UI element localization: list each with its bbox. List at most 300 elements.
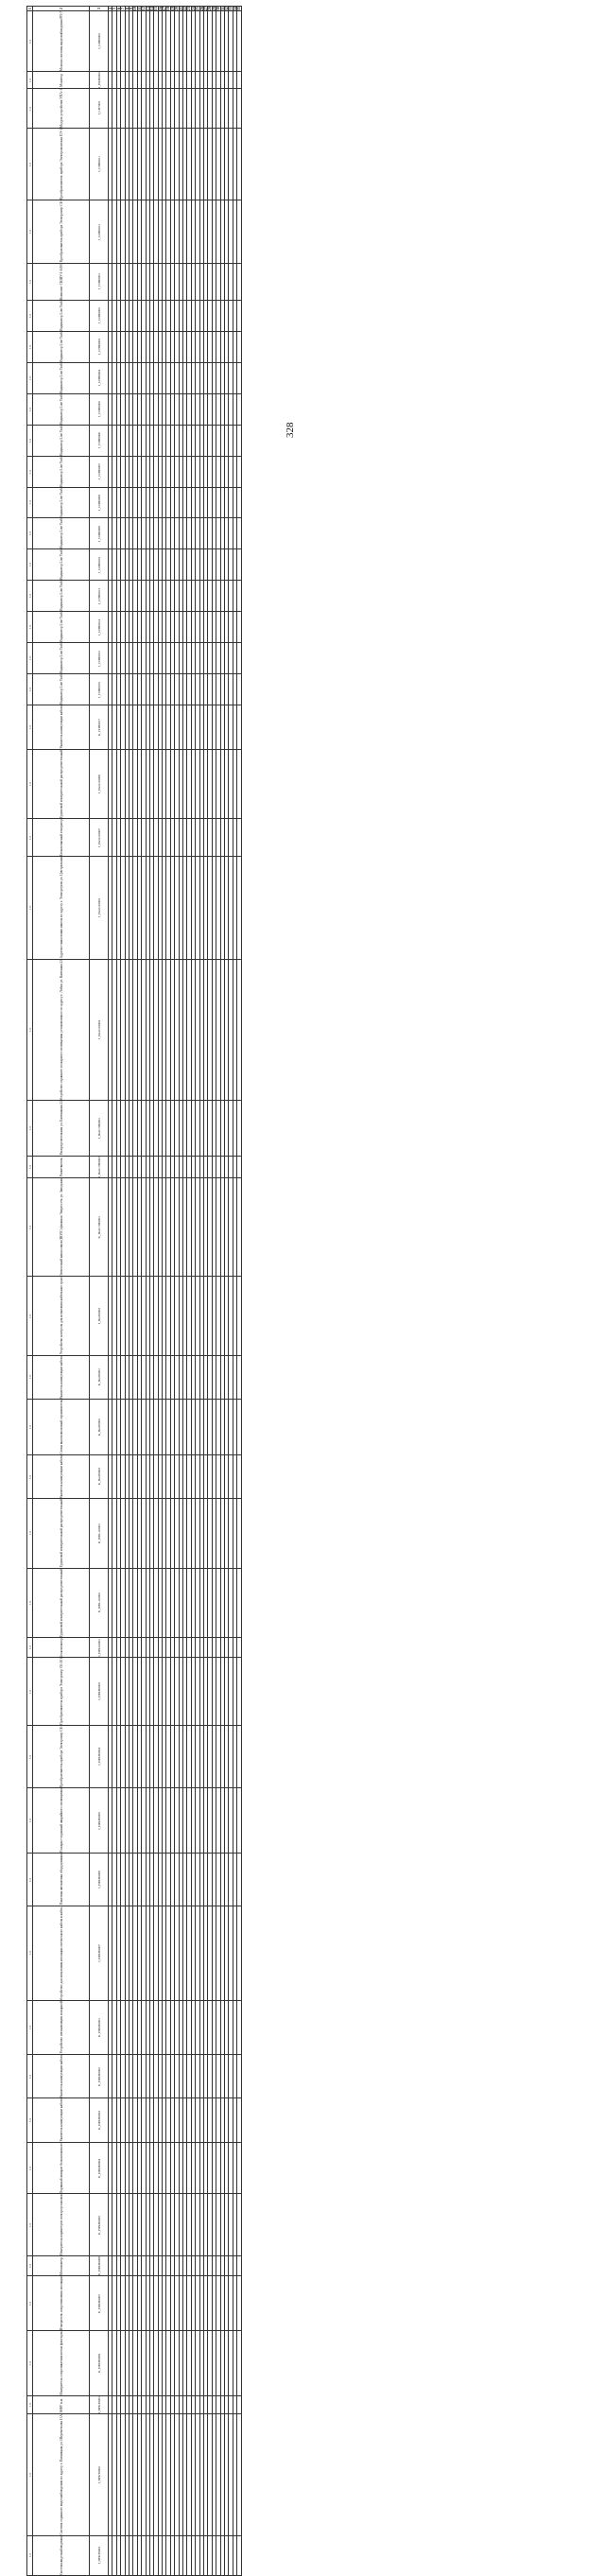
row-name-cell xyxy=(33,549,90,581)
row-name-cell xyxy=(33,581,90,612)
row-name-cell xyxy=(33,487,90,518)
row-name-cell xyxy=(33,1906,90,2001)
row-name-cell xyxy=(33,1637,90,1658)
row-code-cell xyxy=(90,1454,109,1499)
table-row xyxy=(27,425,242,456)
row-number-cell-text: 1.6 xyxy=(27,2264,32,2269)
row-number-cell-text: 1.6 xyxy=(27,229,32,234)
column-header-text: 26 xyxy=(199,7,204,11)
row-code-cell-text: K_ПРКП0002 xyxy=(96,2066,101,2086)
row-code-cell xyxy=(90,581,109,612)
row-name-cell xyxy=(33,2276,90,2331)
row-number-cell-text: 1.6 xyxy=(27,1877,32,1882)
row-code-cell xyxy=(90,456,109,487)
row-name-cell-text: Индикатор Line Trafi xyxy=(59,518,63,549)
value-cell xyxy=(237,129,241,200)
row-name-cell-text: Мегаомметр xyxy=(59,2256,63,2275)
row-code-cell xyxy=(90,2331,109,2396)
value-cell xyxy=(237,2054,241,2098)
value-cell xyxy=(237,2331,241,2396)
column-header-text: 2 xyxy=(58,8,63,10)
row-number-cell-text: 1.6 xyxy=(27,688,32,692)
column-header-text: 5 xyxy=(112,8,117,10)
value-cell xyxy=(237,819,241,857)
row-code-cell-text: I_ПРКА0001 xyxy=(96,1638,101,1657)
row-code-cell xyxy=(90,549,109,581)
row-code-cell-text: K_ПРКП0001 xyxy=(96,2018,101,2038)
row-name-cell-text: Преобразователь прибора Электромер СЕ- xyxy=(59,1726,63,1788)
table-row xyxy=(27,1788,242,1854)
row-name-cell xyxy=(33,2054,90,2098)
table-row xyxy=(27,1156,242,1177)
value-cell xyxy=(237,2098,241,2143)
table-row xyxy=(27,1568,242,1637)
page-number: 328 xyxy=(285,422,296,439)
value-cell xyxy=(237,263,241,300)
table-row xyxy=(27,1277,242,1355)
value-cell xyxy=(237,1101,241,1156)
row-code-cell xyxy=(90,819,109,857)
row-number-cell-text: 1.6 xyxy=(27,78,32,82)
row-code-cell xyxy=(90,2395,109,2413)
value-cell xyxy=(237,2395,241,2413)
row-code-cell xyxy=(90,1156,109,1177)
row-code-cell-text: I_СНП0008 xyxy=(96,495,101,511)
row-code-cell xyxy=(90,1854,109,1906)
row-code-cell-text: I_СНП0009 xyxy=(96,526,101,542)
row-name-cell-text: Индикатор Line Trafi xyxy=(59,393,63,425)
row-name-cell-text: Групповой измерительный распределительный xyxy=(59,1499,63,1568)
row-code-cell-text: I_ПизСЛ0006 xyxy=(96,775,101,793)
row-name-cell-text: Преобразователь прибора Электромонтажа ПЭ-1 xyxy=(59,129,63,200)
row-number-cell-text: 1.6 xyxy=(27,344,32,349)
row-number-cell-text: 1.6 xyxy=(27,2472,32,2477)
row-code-cell xyxy=(90,2001,109,2054)
row-number-cell-text: 1.6 xyxy=(27,1164,32,1169)
table-row xyxy=(27,331,242,362)
row-name-cell xyxy=(33,393,90,425)
value-cell xyxy=(237,1726,241,1788)
row-name-cell-text: Охранный аппарат бесконтактного xyxy=(59,2143,63,2194)
row-name-cell-text: Индикатор Line Trafi xyxy=(59,487,63,518)
row-code-cell xyxy=(90,857,109,959)
row-code-cell xyxy=(90,1568,109,1637)
row-code-cell xyxy=(90,1788,109,1854)
row-number-cell-text: 1.6 xyxy=(27,656,32,661)
row-name-cell xyxy=(33,1454,90,1499)
column-header-text: 9 xyxy=(128,8,133,10)
row-name-cell xyxy=(33,1277,90,1355)
row-code-cell-text: I_CНВ0002 xyxy=(96,33,101,50)
row-code-cell-text: I_СНП0006 xyxy=(96,432,101,448)
row-name-cell xyxy=(33,857,90,959)
row-code-cell-text: I_ПизСЭН0001 xyxy=(96,1117,101,1140)
value-cell xyxy=(237,705,241,750)
row-name-cell xyxy=(33,819,90,857)
row-number-cell-text: 1.6 xyxy=(27,2222,32,2227)
row-name-cell xyxy=(33,89,90,129)
row-number-cell-text: 1.6 xyxy=(27,469,32,474)
row-code-cell xyxy=(90,1726,109,1788)
row-number-cell-text: 1.6 xyxy=(27,39,32,44)
row-code-cell xyxy=(90,705,109,750)
table-row xyxy=(27,857,242,959)
row-code-cell-text: K_ПРКП0003 xyxy=(96,2111,101,2131)
row-code-cell-text: I_ПизСЛ0007 xyxy=(96,827,101,847)
table-row xyxy=(27,487,242,518)
row-code-cell-text: K_ПизР0001 xyxy=(96,1368,101,1386)
row-name-cell xyxy=(33,518,90,549)
row-code-cell-text: K_СНП0017 xyxy=(96,719,101,737)
value-cell xyxy=(237,518,241,549)
column-header-text: 8 xyxy=(124,8,130,10)
row-code-cell xyxy=(90,11,109,72)
value-cell xyxy=(237,749,241,818)
row-code-cell-text: K_ПизСЭН0001 xyxy=(96,1215,101,1239)
table-row xyxy=(27,1726,242,1788)
row-number-cell-text: 1.6 xyxy=(27,1424,32,1429)
row-code-cell-text: K_ПРКП0008 xyxy=(96,2354,101,2374)
row-code-cell xyxy=(90,1277,109,1355)
column-header-text: 25 xyxy=(195,7,200,11)
value-cell xyxy=(237,1454,241,1499)
table-row xyxy=(27,749,242,818)
row-code-cell xyxy=(90,89,109,129)
row-name-cell-text: Разветвитель xyxy=(59,1157,63,1176)
table-row xyxy=(27,1906,242,2001)
column-header-text: 31 xyxy=(219,7,225,11)
row-name-cell xyxy=(33,612,90,643)
row-name-cell xyxy=(33,300,90,331)
row-code-cell-text: I_ПРКП0004 xyxy=(96,1748,101,1767)
value-cell xyxy=(237,674,241,705)
row-name-cell xyxy=(33,2098,90,2143)
row-name-cell-text: Бесконтактный генератор xyxy=(59,819,63,857)
row-name-cell-text: Устройство охранного пожарного оповещения установленное по адресу г. Лобня ул. Катюшки 22 xyxy=(59,959,63,1101)
row-name-cell-text: Индикатор Line Trafi xyxy=(59,643,63,674)
row-code-cell xyxy=(90,1637,109,1658)
row-code-cell-text: I_СНП0011 xyxy=(96,156,101,173)
table-row xyxy=(27,549,242,581)
row-number-cell-text: 1.6 xyxy=(27,313,32,318)
table-row xyxy=(27,72,242,89)
row-name-cell xyxy=(33,1568,90,1637)
row-name-cell-text: Измеритель параметров электроустановок xyxy=(59,2194,63,2256)
row-code-cell xyxy=(90,2276,109,2331)
value-cell xyxy=(237,487,241,518)
row-number-cell-text: 1.6 xyxy=(27,1225,32,1229)
row-code-cell xyxy=(90,1101,109,1156)
column-header-text: 13 xyxy=(145,7,150,11)
column-header-text: 10 xyxy=(132,7,138,11)
row-code-cell xyxy=(90,959,109,1101)
row-number-cell-text: 1.6 xyxy=(27,1474,32,1479)
row-number-cell-text: 1.6 xyxy=(27,1600,32,1605)
row-name-cell xyxy=(33,456,90,487)
row-name-cell xyxy=(33,2143,90,2194)
column-header-text: 20 xyxy=(174,7,180,11)
row-name-cell-text: Индикатор Line Trafi xyxy=(59,612,63,643)
row-number-cell-text: 1.6 xyxy=(27,2553,32,2558)
column-header-text: 1 xyxy=(26,8,32,10)
row-number-cell-text: 1.6 xyxy=(27,2118,32,2123)
column-header-text: 15 xyxy=(153,7,159,11)
row-code-cell xyxy=(90,2535,109,2575)
table-row xyxy=(27,674,242,705)
row-number-cell-text: 1.6 xyxy=(27,1028,32,1032)
row-name-cell-text: Индикатор Line Trafi xyxy=(59,581,63,612)
row-name-cell xyxy=(33,2256,90,2276)
value-cell xyxy=(237,2414,241,2536)
row-code-cell xyxy=(90,72,109,89)
row-name-cell-text: Пакетная автоматика оборудования xyxy=(59,1854,63,1906)
row-code-cell xyxy=(90,518,109,549)
row-code-cell-text: I_СН7003 xyxy=(96,101,101,115)
row-name-cell xyxy=(33,11,90,72)
column-header-text: 16 xyxy=(157,7,163,11)
row-code-cell-text: I_ПРКП0003 xyxy=(96,1682,101,1701)
row-code-cell xyxy=(90,2054,109,2098)
row-name-cell xyxy=(33,749,90,818)
value-cell xyxy=(237,1854,241,1906)
row-name-cell xyxy=(33,1355,90,1400)
row-number-cell-text: 1.6 xyxy=(27,1531,32,1536)
row-code-cell-text: K_ПРКП0004 xyxy=(96,2158,101,2178)
row-code-cell xyxy=(90,300,109,331)
row-number-cell-text: 1.6 xyxy=(27,2301,32,2306)
value-cell xyxy=(237,1355,241,1400)
row-number-cell-text: 1.6 xyxy=(27,625,32,630)
table-row xyxy=(27,2535,242,2575)
column-header-text: 21 xyxy=(178,7,183,11)
table-row xyxy=(27,959,242,1101)
row-number-cell-text: 1.6 xyxy=(27,2026,32,2030)
row-name-cell xyxy=(33,643,90,674)
row-number-cell-text: 1.6 xyxy=(27,563,32,567)
table-row xyxy=(27,2098,242,2143)
row-name-cell xyxy=(33,72,90,89)
column-header-text: 33 xyxy=(228,7,233,11)
column-header xyxy=(237,7,241,11)
value-cell xyxy=(237,1156,241,1177)
row-name-cell-text: Индикатор Line Trafi xyxy=(59,300,63,331)
table-row xyxy=(27,1454,242,1499)
column-header-text: 35 xyxy=(236,7,242,11)
row-number-cell-text: 1.6 xyxy=(27,2166,32,2170)
row-number-cell-text: 1.6 xyxy=(27,375,32,380)
row-number-cell-text: 1.6 xyxy=(27,594,32,599)
row-code-cell-text: I_СНП0013 xyxy=(96,588,101,604)
value-cell xyxy=(237,11,241,72)
table-row xyxy=(27,1101,242,1156)
row-code-cell-text: I_СНП0002 xyxy=(96,307,101,324)
row-code-cell xyxy=(90,1658,109,1726)
table-row xyxy=(27,393,242,425)
value-cell xyxy=(237,1400,241,1455)
value-cell xyxy=(237,1637,241,1658)
row-code-cell-text: I_ПРКП0007 xyxy=(96,1944,101,1962)
value-cell xyxy=(237,89,241,129)
row-name-cell-text: МФУ в.м. xyxy=(59,2397,63,2412)
row-code-cell-text: I_ПизР0003 xyxy=(96,1307,101,1325)
row-name-cell-text: Индикатор Line Trafi xyxy=(59,425,63,456)
row-name-cell-text: Устройство сигнализации пожарной xyxy=(59,2001,63,2054)
value-cell xyxy=(237,1499,241,1568)
row-code-cell xyxy=(90,749,109,818)
row-name-cell xyxy=(33,129,90,200)
row-number-cell-text: 1.6 xyxy=(27,905,32,910)
row-name-cell xyxy=(33,2001,90,2054)
row-code-cell-text: I_СНП0012 xyxy=(96,223,101,240)
row-name-cell-text: Система охранного видеонаблюдения по адресу г. Пятницкая ул. Шереметьева 13А xyxy=(59,2414,63,2535)
value-cell xyxy=(237,2001,241,2054)
table-row xyxy=(27,2276,242,2331)
value-cell xyxy=(237,1788,241,1854)
column-header-text: 30 xyxy=(216,7,221,11)
row-name-cell xyxy=(33,2414,90,2536)
value-cell xyxy=(237,456,241,487)
row-code-cell xyxy=(90,612,109,643)
row-name-cell-text: Распределительная ул. Батюшкова 22 xyxy=(59,1101,63,1156)
row-name-cell xyxy=(33,362,90,393)
table-row xyxy=(27,1499,242,1568)
row-name-cell-text: Монтаж системы видеонаблюдения РП-7 xyxy=(59,11,63,72)
column-header-text: 19 xyxy=(169,7,175,11)
value-cell xyxy=(237,1906,241,2001)
value-cell xyxy=(237,581,241,612)
value-cell xyxy=(237,72,241,89)
column-header-text: 23 xyxy=(186,7,192,11)
row-name-cell xyxy=(33,1400,90,1455)
row-code-cell xyxy=(90,2098,109,2143)
row-code-cell xyxy=(90,2414,109,2536)
row-name-cell-text: Схема высоковольтный ограничитель xyxy=(59,1400,63,1454)
value-cell xyxy=(237,1568,241,1637)
table-row xyxy=(27,819,242,857)
column-header-text: 17 xyxy=(162,7,167,11)
row-number-cell-text: 1.6 xyxy=(27,1645,32,1650)
row-name-cell-text: Указатель коммутации кабеля xyxy=(59,705,63,749)
column-header-text: 29 xyxy=(211,7,216,11)
value-cell xyxy=(237,643,241,674)
row-name-cell-text: Указатель коммутации кабеля xyxy=(59,1454,63,1499)
row-name-cell xyxy=(33,2194,90,2256)
column-header-text: 14 xyxy=(148,7,154,11)
table-row xyxy=(27,2194,242,2256)
row-name-cell xyxy=(33,2395,90,2413)
column-header-text: 18 xyxy=(165,7,171,11)
row-number-cell-text: 1.6 xyxy=(27,407,32,411)
table-row xyxy=(27,2001,242,2054)
row-code-cell-text: I_СНП0010 xyxy=(96,557,101,573)
value-cell xyxy=(237,2256,241,2276)
table-row xyxy=(27,2143,242,2194)
table-row xyxy=(27,581,242,612)
row-code-cell xyxy=(90,1499,109,1568)
row-name-cell-text: Пожарно-охранный аварийного оповещения xyxy=(59,1788,63,1854)
row-number-cell-text: 1.6 xyxy=(27,162,32,166)
value-cell xyxy=(237,200,241,263)
row-code-cell xyxy=(90,2194,109,2256)
row-number-cell-text: 1.6 xyxy=(27,2074,32,2079)
row-name-cell xyxy=(33,1658,90,1726)
table-row xyxy=(27,2414,242,2536)
row-code-cell xyxy=(90,425,109,456)
row-name-cell-text: Индикатор Line Trafi xyxy=(59,549,63,581)
register-table-sheet xyxy=(26,6,242,2575)
value-cell xyxy=(237,300,241,331)
row-code-cell xyxy=(90,331,109,362)
row-name-cell-text: Бесконтактор xyxy=(59,1637,63,1658)
register-table xyxy=(26,6,242,2576)
row-code-cell-text: I_ПРКП0005 xyxy=(96,1812,101,1830)
row-code-cell xyxy=(90,362,109,393)
column-header-text: 6 xyxy=(115,8,121,10)
row-code-cell-text: I_СНП0001 xyxy=(96,273,101,290)
table-row xyxy=(27,1355,242,1400)
row-number-cell-text: 1.6 xyxy=(27,725,32,730)
column-header-text: 4 xyxy=(108,8,112,10)
row-number-cell-text: 1.6 xyxy=(27,2403,32,2408)
row-name-cell xyxy=(33,1726,90,1788)
column-header-text: 22 xyxy=(182,7,188,11)
row-code-cell xyxy=(90,643,109,674)
table-row xyxy=(27,2331,242,2396)
row-code-cell-text: I_СНП0005 xyxy=(96,401,101,417)
table-row xyxy=(27,89,242,129)
value-cell xyxy=(237,2535,241,2575)
row-code-cell-text: I_ПизСЛ0003 xyxy=(96,898,101,917)
row-name-cell xyxy=(33,1854,90,1906)
row-name-cell-text: Измеритель сопротивления петли фаза-нуль xyxy=(59,2331,63,2395)
row-code-cell-text: I_ПРКТ0003 xyxy=(96,2547,101,2565)
row-name-cell-text: Модуль устройства УПА-1 xyxy=(59,89,63,129)
row-code-cell xyxy=(90,674,109,705)
row-code-cell xyxy=(90,2143,109,2194)
row-name-cell-text: Указатель коммутации кабеля xyxy=(59,2054,63,2098)
row-name-cell-text: Оптический канал связи (ВОЛС) филиала Энергосеть ул. Заводская xyxy=(59,1177,63,1277)
table-row xyxy=(27,643,242,674)
table-row xyxy=(27,612,242,643)
row-name-cell-text: Индикатор Line Trafi xyxy=(59,674,63,705)
row-code-cell-text: I_СНП0007 xyxy=(96,463,101,479)
row-number-cell-text: 1.6 xyxy=(27,1375,32,1380)
row-name-cell xyxy=(33,263,90,300)
column-header-text: 27 xyxy=(202,7,208,11)
row-name-cell-text: Монитор xyxy=(59,73,63,87)
column-header-text: 24 xyxy=(190,7,196,11)
row-name-cell xyxy=(33,425,90,456)
row-name-cell-text: Указатель коммутации кабеля xyxy=(59,2098,63,2143)
table-row xyxy=(27,1637,242,1658)
value-cell xyxy=(237,549,241,581)
row-code-cell-text: I_СНП0014 xyxy=(96,618,101,635)
row-name-cell-text: Система видеонаблюдения xyxy=(59,2535,63,2575)
row-name-cell xyxy=(33,200,90,263)
row-name-cell-text: Преобразователь прибора Электромер СЕ-201 xyxy=(59,1658,63,1726)
row-code-cell-text: K_ПРКП0005 xyxy=(96,2215,101,2235)
row-code-cell-text: K_ПРКП0006 xyxy=(96,2256,101,2276)
row-number-cell-text: 1.6 xyxy=(27,531,32,536)
row-name-cell-text: Указатель коммутации кабеля xyxy=(59,1355,63,1400)
value-cell xyxy=(237,1658,241,1726)
row-name-cell xyxy=(33,331,90,362)
table-row xyxy=(27,11,242,72)
table-row xyxy=(27,200,242,263)
register-table-body xyxy=(27,7,242,2576)
row-number-cell-text: 1.6 xyxy=(27,279,32,284)
row-code-cell-text: I_ПКН0002 xyxy=(96,72,101,89)
